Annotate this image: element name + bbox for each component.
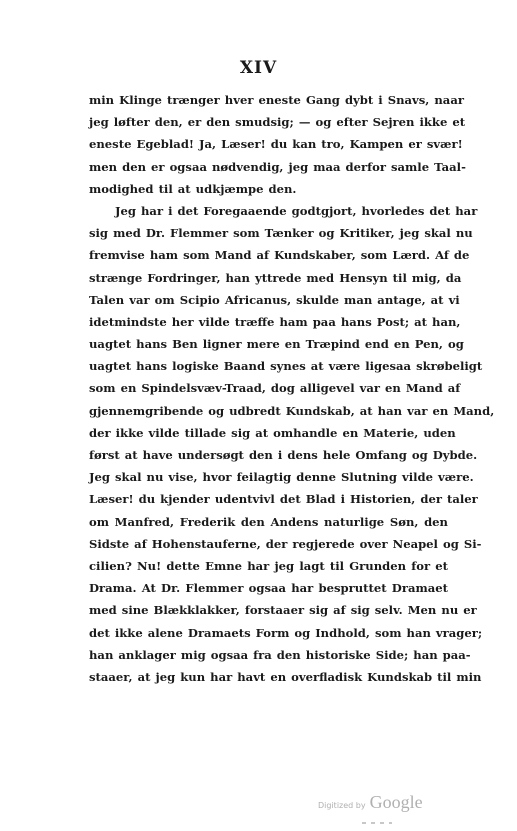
scan-artifact (362, 822, 392, 824)
page-number: XIV (239, 58, 278, 78)
text-line: jeg løfter den, er den smudsig; — og efter Sejren ikke et (89, 115, 466, 130)
text-line: Læser! du kjender udentvivl det Blad i Historien, der taler (89, 492, 478, 507)
text-line: Jeg har i det Foregaaende godtgjort, hvorledes det har (115, 203, 478, 218)
body-text (89, 89, 495, 688)
text-line: om Manfred, Frederik den Andens naturlige Søn, den (89, 514, 448, 529)
text-line: han anklager mig ogsaa fra den historiske Side; han paa- (89, 647, 471, 662)
text-line: først at have undersøgt den i dens hele Omfang og Dybde. (89, 448, 478, 462)
text-line: med sine Blækklakker, forstaaer sig af sig selv. Men nu er (89, 603, 477, 618)
digitized-watermark (318, 792, 423, 813)
text-line: eneste Egeblad! Ja, Læser! du kan tro, Kampen er svær! (89, 137, 463, 152)
text-line: Drama. At Dr. Flemmer ogsaa har bespruttet Dramaet (89, 581, 448, 596)
text-line: staaer, at jeg kun har havt en overfladisk Kundskab til min (89, 669, 482, 684)
text-line: Sidste af Hohenstauferne, der regjerede over Neapel og Si- (89, 536, 482, 551)
text-line: der ikke vilde tillade sig at omhandle en Materie, uden (89, 425, 456, 440)
text-line: Jeg skal nu vise, hvor feilagtig denne Slutning vilde være. (89, 470, 474, 485)
watermark-prefix: Digitized by (318, 801, 366, 810)
text-line: uagtet hans logiske Baand synes at være ligesaa skrøbeligt (89, 359, 483, 374)
text-line: som en Spindelsvæv-Traad, dog alligevel var en Mand af (89, 381, 461, 396)
text-line: strænge Fordringer, han yttrede med Hensyn til mig, da (89, 270, 462, 285)
text-line: Talen var om Scipio Africanus, skulde man antage, at vi (89, 292, 460, 307)
text-line: men den er ogsaa nødvendig, jeg maa derfor samle Taal- (89, 159, 466, 174)
text-line: modighed til at udkjæmpe den. (89, 181, 297, 196)
text-line: fremvise ham som Mand af Kundskaber, som Lærd. Af de (89, 248, 470, 263)
google-logo: Google (369, 792, 423, 812)
text-line: sig med Dr. Flemmer som Tænker og Kritiker, jeg skal nu (89, 226, 473, 241)
text-line: min Klinge trænger hver eneste Gang dybt i Snavs, naar (89, 93, 464, 107)
text-line: idetmindste her vilde træffe ham paa hans Post; at han, (89, 314, 461, 329)
text-line: cilien? Nu! dette Emne har jeg lagt til Grunden for et (89, 558, 448, 573)
text-line: gjennemgribende og udbredt Kundskab, at han var en Mand, (89, 403, 495, 418)
text-line: det ikke alene Dramaets Form og Indhold, som han vrager; (89, 625, 483, 640)
text-line: uagtet hans Ben ligner mere en Træpind end en Pen, og (89, 337, 464, 352)
